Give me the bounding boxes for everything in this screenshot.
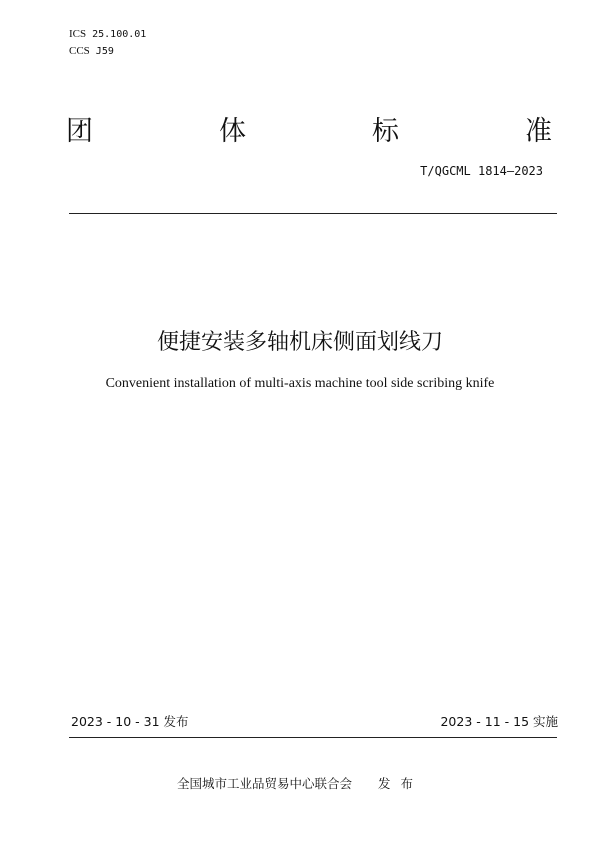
standard-number: T/QGCML 1814—2023 bbox=[420, 164, 543, 178]
ics-code: 25.100.01 bbox=[92, 29, 147, 40]
publish-date: 2023 - 10 - 31 发布 bbox=[71, 714, 189, 729]
document-title-english: Convenient installation of multi-axis machine tool side scribing knife bbox=[105, 376, 495, 391]
publisher-line bbox=[0, 775, 600, 793]
ics-line bbox=[69, 27, 146, 42]
standard-type-heading bbox=[66, 112, 552, 152]
bottom-divider bbox=[69, 737, 557, 738]
publisher-name: 全国城市工业品贸易中心联合会 bbox=[176, 776, 352, 791]
ccs-line bbox=[69, 44, 114, 59]
issue-label: 发布 bbox=[378, 776, 424, 791]
top-divider bbox=[69, 213, 557, 214]
heading-char: 团 bbox=[66, 116, 93, 147]
heading-char: 体 bbox=[219, 116, 246, 147]
ccs-code: J59 bbox=[95, 46, 114, 57]
heading-char: 准 bbox=[525, 116, 552, 147]
document-title-chinese: 便捷安装多轴机床侧面划线刀 bbox=[156, 330, 443, 355]
ics-label: ICS bbox=[69, 28, 87, 40]
heading-char: 标 bbox=[372, 116, 399, 147]
ccs-label: CCS bbox=[69, 45, 90, 57]
implementation-date: 2023 - 11 - 15 实施 bbox=[440, 714, 558, 729]
